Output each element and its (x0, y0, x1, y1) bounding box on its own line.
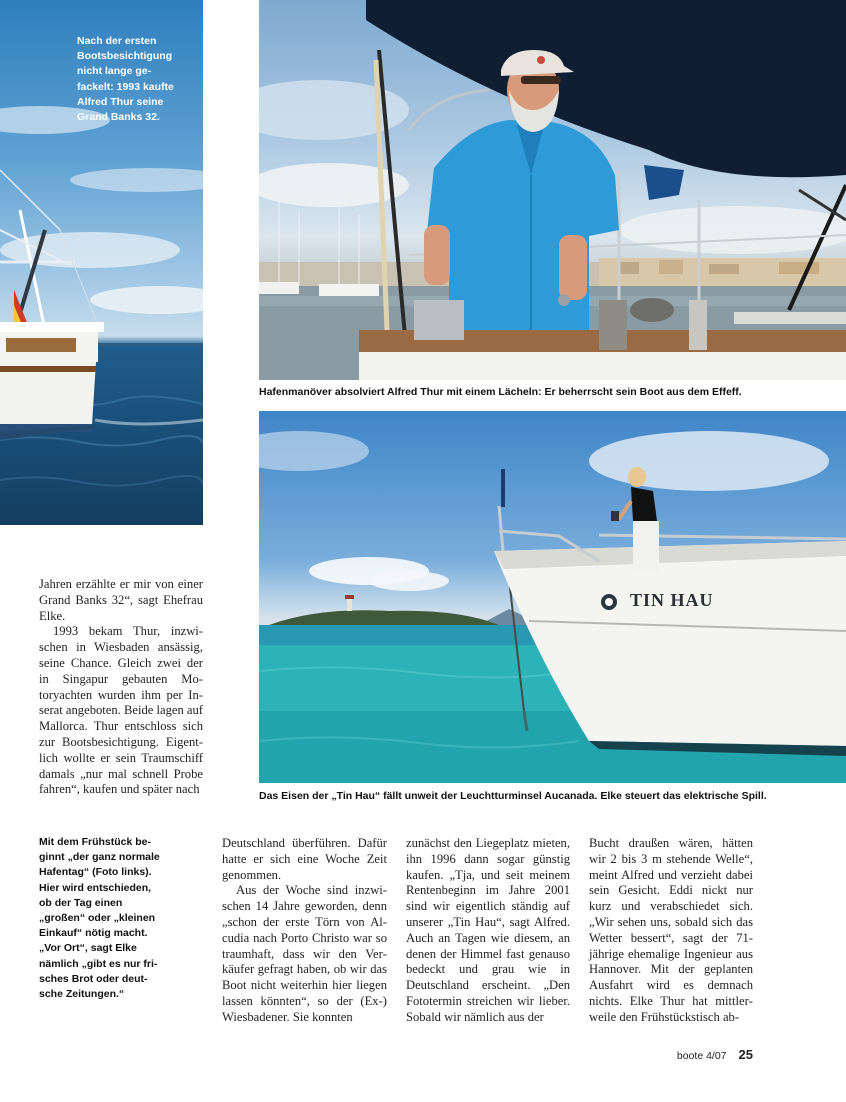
photo-left-caption: Nach der ersten Bootsbesichtigung nicht lange ge- fackelt: 1993 kaufte Alfred Thur seine Grand Banks 32. (77, 35, 174, 124)
article-paragraph: Jahren erzählte er mir von einer Grand Banks 32“, sagt Ehefrau Elke. (39, 577, 203, 623)
page-number: 25 (738, 1047, 753, 1062)
photo-skipper-at-helm (259, 0, 846, 380)
breakfast-photo-caption: Mit dem Frühstück be- ginnt „der ganz normale Hafentag“ (Foto links). Hier wird entschieden, ob der Tag einen „großen“ oder „kleinen Einkauf“ nötig macht. „Vor Ort“, sagt Elke nämlich „gibt es nur fri- sches Brot oder deut- sche Zeitungen.“ (39, 836, 160, 1001)
photo-skipper-caption: Hafenmanöver absolviert Alfred Thur mit einem Lächeln: Er beherrscht sein Boot aus dem Effeff. (259, 386, 742, 398)
article-paragraph: Aus der Woche sind inzwischen 14 Jahre geworden, denn „schon der erste Törn von Alcudia nach Porto Christo war so traumhaft, dass wir den Verkäufer gefragt haben, ob wir das Boot nicht weiterhin hier liegen lassen könnten“, so der (Ex-) Wiesbadener. Sie konnten (222, 883, 387, 1024)
photo-skipper-graphic (259, 0, 846, 380)
article-paragraph: zunächst den Liegeplatz mieten, ihn 1996 dann sogar günstig kaufen. „Tja, und seit meinem Rentenbeginn im Jahre 2001 sind wir eigentlich ständig auf unserer „Tin Hau“, sagt Alfred. Auch an Tagen wie diesem, an denen der Himmel fast genauso bedeckt und grau wie in Deutschland erscheint. „Den Fototermin streichen wir lieber. Sobald wir nämlich aus der (406, 836, 570, 1024)
photo-bow-caption: Das Eisen der „Tin Hau“ fällt unweit der Leuchtturminsel Aucanada. Elke steuert das elektrische Spill. (259, 790, 767, 802)
article-paragraph: Bucht draußen wären, hätten wir 2 bis 3 m stehende Welle“, meint Alfred und verzieht dabei sein Gesicht. Eddi nickt nur kurz und verabschiedet sich. „Wir sehen uns, sobald sich das Wetter bessert“, sagt der 71-jährige ehemalige Ingenieur aus Hannover. Mit der geplanten Ausfahrt wird es demnach nichts. Elke Thur hat mittlerweile den Frühstückstisch ab- (589, 836, 753, 1024)
photo-bow-graphic (259, 411, 846, 783)
boat-name-lettering: TIN HAU (630, 590, 714, 610)
photo-bow-lighthouse (259, 411, 846, 783)
article-paragraph: Deutschland überführen. Dafür hatte er sich eine Woche Zeit genommen. (222, 836, 387, 882)
article-column-2 (222, 836, 387, 1026)
article-column-4 (589, 836, 753, 1026)
photo-boat-at-sea (0, 0, 203, 525)
article-paragraph: 1993 bekam Thur, inzwischen in Wiesbaden ansässig, seine Chance. Gleich zwei der in Singapur gebauten Motoryachten wurden ihm per Inserat angeboten. Beide lagen auf Mallorca. Thur entschloss sich zur Bootsbesichtigung. Eigentlich wollte er sein Traumschiff damals „nur mal schnell Probe fahren“, kaufen und später nach (39, 624, 203, 797)
article-column-3 (406, 836, 570, 1026)
magazine-issue: boote 4/07 (676, 1050, 727, 1062)
article-column-1 (39, 577, 203, 798)
page-footer (677, 1047, 753, 1062)
